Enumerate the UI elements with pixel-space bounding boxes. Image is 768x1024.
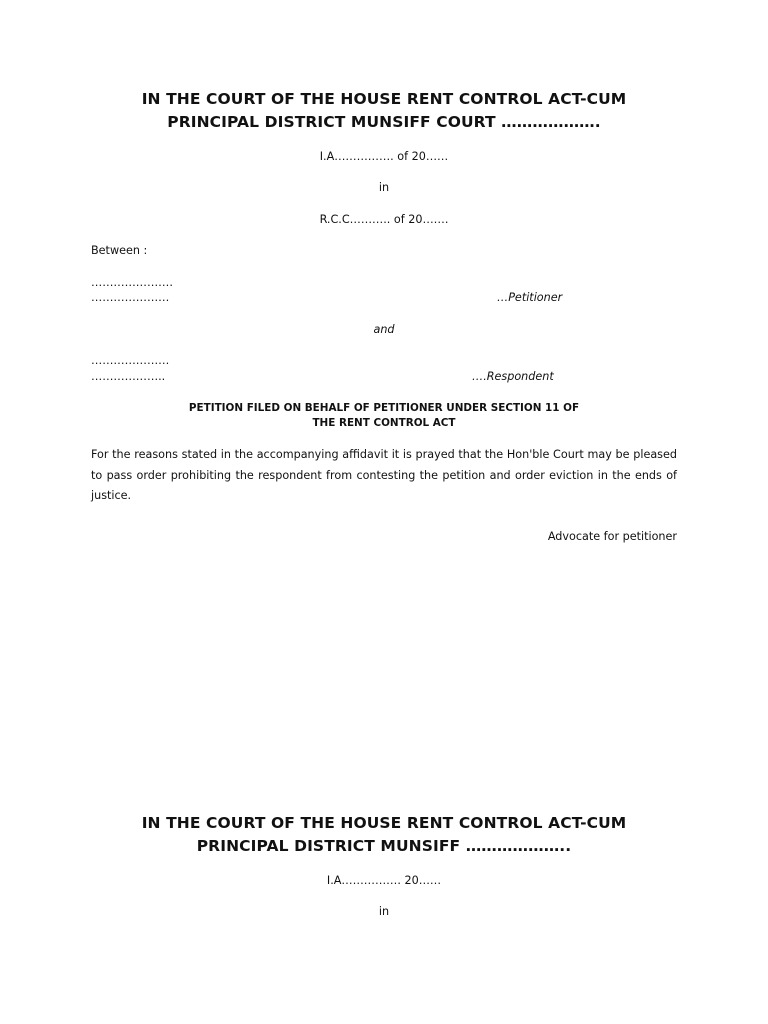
- court-title-line-2: PRINCIPAL DISTRICT MUNSIFF COURT ……………….: [167, 113, 601, 131]
- respondent-label: ….Respondent: [472, 370, 554, 383]
- advocate-signature: Advocate for petitioner: [547, 530, 677, 543]
- rcc-number-line: R.C.C……….. of 20…….: [319, 213, 449, 226]
- court-title-line-1: IN THE COURT OF THE HOUSE RENT CONTROL ACT-CUM: [141, 90, 627, 108]
- petitioner-name-blank-2: …………………: [91, 291, 170, 304]
- and-connector: and: [373, 323, 395, 336]
- petition-heading-line-2: THE RENT CONTROL ACT: [312, 417, 456, 429]
- petition-body-paragraph: For the reasons stated in the accompanying affidavit it is prayed that the Hon'ble Court may be pleased to pass order prohibiting the respondent from contesting the petition and order eviction in the ends of justice.: [91, 448, 677, 502]
- petition-heading-line-1: PETITION FILED ON BEHALF OF PETITIONER UNDER SECTION 11 OF: [188, 402, 580, 414]
- in-connector-second: in: [378, 905, 390, 918]
- petitioner-name-blank-1: ………………….: [91, 276, 173, 289]
- petitioner-label: …Petitioner: [497, 291, 563, 304]
- ia-number-line-second: I.A……………. 20……: [326, 874, 442, 887]
- court-title-line-1-second: IN THE COURT OF THE HOUSE RENT CONTROL ACT-CUM: [141, 814, 627, 832]
- respondent-name-blank-2: ………………..: [91, 370, 166, 383]
- court-title-line-2-second: PRINCIPAL DISTRICT MUNSIFF ………………..: [196, 837, 572, 855]
- between-label: Between :: [91, 244, 148, 257]
- in-connector: in: [378, 181, 390, 194]
- ia-number-line: I.A……………. of 20……: [319, 150, 449, 163]
- respondent-name-blank-1: …………………: [91, 354, 170, 367]
